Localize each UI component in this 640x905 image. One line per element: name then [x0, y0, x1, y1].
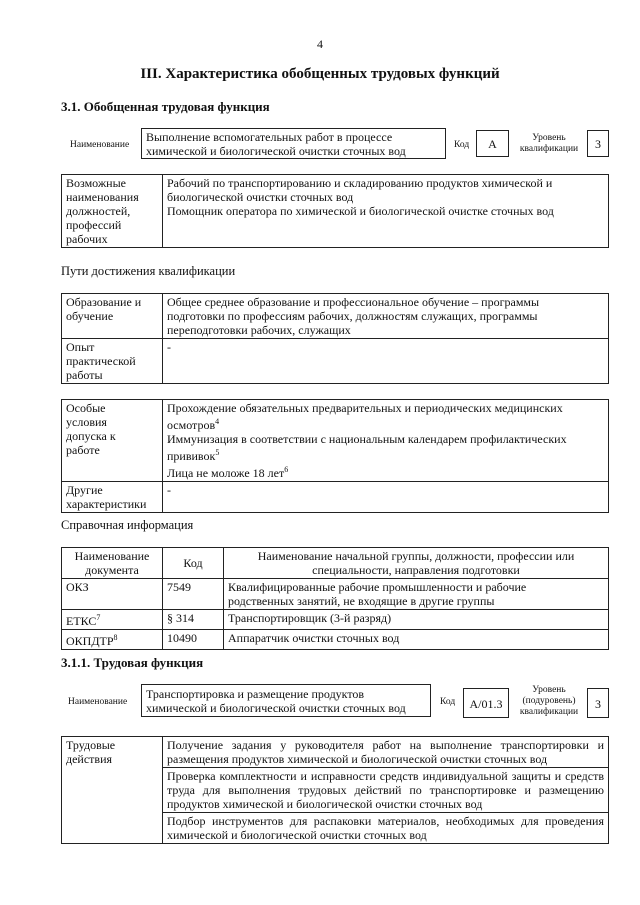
- positions-label-1: Возможные: [66, 176, 126, 190]
- positions-label-4: профессий: [66, 218, 122, 232]
- special-value-5: Лица не моложе 18 лет: [167, 466, 285, 480]
- exp-value-cell: -: [163, 339, 609, 384]
- footnote-8: 8: [113, 633, 118, 642]
- ref-name: Аппаратчик очистки сточных вод: [224, 630, 609, 650]
- edu-label-2: обучение: [66, 309, 114, 323]
- gtf-name-line-2: химической и биологической очистки сточных вод: [146, 144, 406, 158]
- ref-header-name-2: специальности, направления подготовки: [312, 563, 520, 577]
- special-value-2: осмотров: [167, 418, 216, 432]
- tf-name-line-2: химической и биологической очистки сточных вод: [146, 701, 406, 715]
- ref-doc: [62, 610, 163, 630]
- edu-label-1: Образование и: [66, 295, 142, 309]
- special-label-cell: [62, 400, 163, 482]
- ref-name-line-2: родственных занятий, не входящие в другие группы: [228, 594, 495, 608]
- gtf-level-box: 3: [587, 130, 609, 157]
- ref-code: 7549: [163, 579, 224, 610]
- special-table: [61, 399, 609, 513]
- ref-header-name: [224, 548, 609, 579]
- gtf-name-box: [141, 128, 446, 159]
- ref-code: § 314: [163, 610, 224, 630]
- other-value-cell: -: [163, 482, 609, 513]
- ref-header-doc-2: документа: [85, 563, 139, 577]
- special-label-1: Особые: [66, 401, 106, 415]
- positions-label-5: рабочих: [66, 232, 108, 246]
- edu-value-3: переподготовки рабочих, служащих: [167, 323, 351, 337]
- special-value-4-wrap: [167, 446, 604, 463]
- positions-table: [61, 174, 609, 248]
- gtf-heading: 3.1. Обобщенная трудовая функция: [61, 99, 270, 114]
- ref-code: 10490: [163, 630, 224, 650]
- gtf-code-box: А: [476, 130, 509, 157]
- positions-value-2: биологической очистки сточных вод: [167, 190, 354, 204]
- ref-doc: ОКЗ: [62, 579, 163, 610]
- exp-label-3: работы: [66, 368, 103, 382]
- ref-header-doc: [62, 548, 163, 579]
- special-label-3: допуска к: [66, 429, 116, 443]
- ref-name-line-1: Квалифицированные рабочие промышленности и рабочие: [228, 580, 527, 594]
- special-value-2-wrap: [167, 415, 604, 432]
- actions-table: [61, 736, 609, 844]
- footnote-4: 4: [215, 417, 220, 426]
- table-row: [62, 579, 609, 610]
- positions-value-3: Помощник оператора по химической и биологической очистке сточных вод: [167, 204, 554, 218]
- tf-level-label-2: (подуровень): [522, 696, 576, 706]
- special-value-1: Прохождение обязательных предварительных и периодических медицинских: [167, 401, 563, 415]
- ref-name: Транспортировщик (3-й разряд): [224, 610, 609, 630]
- other-label-2: характеристики: [66, 497, 147, 511]
- gtf-level-label-1: Уровень: [532, 133, 566, 143]
- gtf-name-line-1: Выполнение вспомогательных работ в процессе: [146, 130, 393, 144]
- exp-label-cell: [62, 339, 163, 384]
- ref-doc-text: ЕТКС: [66, 614, 97, 628]
- other-label-1: Другие: [66, 483, 103, 497]
- footnote-6: 6: [284, 465, 289, 474]
- special-value-4: прививок: [167, 449, 216, 463]
- actions-label-1: Трудовые: [66, 738, 116, 752]
- exp-label-2: практической: [66, 354, 136, 368]
- tf-level-label: [510, 685, 588, 718]
- gtf-level-label-2: квалификации: [519, 144, 579, 154]
- gtf-code-label: Код: [454, 140, 470, 150]
- special-label-4: работе: [66, 443, 100, 457]
- positions-label-2: наименования: [66, 190, 139, 204]
- actions-label-2: действия: [66, 752, 113, 766]
- ref-header-doc-1: Наименование: [74, 549, 150, 563]
- gtf-name-label: Наименование: [70, 140, 130, 150]
- edu-label-cell: [62, 294, 163, 339]
- other-label-cell: [62, 482, 163, 513]
- ref-doc-text: ОКПДТР: [66, 634, 114, 648]
- action-item: Подбор инструментов для распаковки материалов, необходимых для проведения химической и биологической очистки сточных вод: [163, 813, 609, 844]
- exp-label-1: Опыт: [66, 340, 95, 354]
- ref-doc: [62, 630, 163, 650]
- edu-value-cell: [163, 294, 609, 339]
- positions-label-cell: [62, 175, 163, 248]
- special-value-3: Иммунизация в соответствии с национальным календарем профилактических: [167, 432, 567, 446]
- edu-value-2: подготовки по профессиям рабочих, должностям служащих, программы: [167, 309, 538, 323]
- tf-level-label-1: Уровень: [532, 685, 566, 695]
- section-title: III. Характеристика обобщенных трудовых функций: [140, 66, 500, 82]
- tf-name-box: [141, 684, 431, 717]
- page-number: 4: [317, 37, 323, 51]
- education-table: [61, 293, 609, 384]
- table-row: [62, 610, 609, 630]
- positions-value-1: Рабочий по транспортированию и складированию продуктов химической и: [167, 176, 553, 190]
- tf-code-label: Код: [440, 697, 456, 707]
- positions-value-cell: [163, 175, 609, 248]
- positions-label-3: должностей,: [66, 204, 131, 218]
- ref-header-name-1: Наименование начальной группы, должности, профессии или: [257, 549, 575, 563]
- tf-name-label: Наименование: [68, 697, 128, 707]
- footnote-5: 5: [215, 448, 220, 457]
- tf-code-box: А/01.3: [463, 688, 509, 718]
- special-value-cell: [163, 400, 609, 482]
- special-label-2: условия: [66, 415, 107, 429]
- reference-table: [61, 547, 609, 650]
- action-item: Получение задания у руководителя работ на выполнение транспортировки и размещения продуктов химической и биологической очистки сточных вод: [163, 737, 609, 768]
- tf-level-label-3: квалификации: [519, 707, 579, 717]
- ref-name: [224, 579, 609, 610]
- ref-header-code: Код: [163, 548, 224, 579]
- paths-heading: Пути достижения квалификации: [61, 264, 236, 278]
- gtf-level-label: [513, 133, 585, 155]
- edu-value-1: Общее среднее образование и профессиональное обучение – программы: [167, 295, 540, 309]
- special-value-5-wrap: [167, 463, 604, 480]
- actions-label-cell: [62, 737, 163, 844]
- tf-level-box: 3: [587, 688, 609, 718]
- ref-heading: Справочная информация: [61, 518, 194, 532]
- action-item: Проверка комплектности и исправности средств индивидуальной защиты и средств труда для выполнения трудовых действий по транспортировке и размещению продуктов химической и биологической очистки сточных вод: [163, 768, 609, 813]
- table-row: [62, 630, 609, 650]
- tf-heading: 3.1.1. Трудовая функция: [61, 655, 204, 670]
- tf-name-line-1: Транспортировка и размещение продуктов: [146, 687, 365, 701]
- footnote-7: 7: [96, 613, 101, 622]
